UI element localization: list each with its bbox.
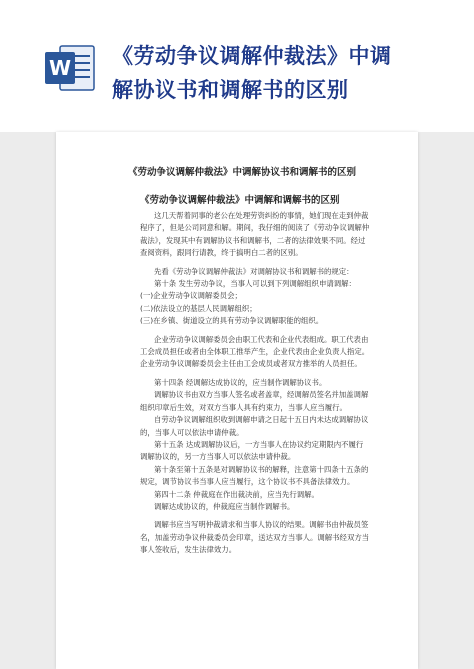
paragraph: 调解协议书由双方当事人签名或者盖章，经调解员签名并加盖调解组织印章后生效，对双方当事人具有约束力，当事人应当履行。: [140, 390, 369, 412]
paragraph: 企业劳动争议调解委员会由职工代表和企业代表组成。职工代表由工会成员担任或者由全体职工推举产生，企业代表由企业负责人指定。企业劳动争议调解委员会主任由工会成员或者双方推举的人员担任。: [140, 334, 370, 369]
word-icon-letter: W: [48, 56, 72, 80]
word-document-icon: [44, 44, 96, 92]
paragraph: 第十条 发生劳动争议，当事人可以到下列调解组织申请调解：: [154, 279, 356, 289]
header-banner: [0, 0, 474, 132]
paragraph: 自劳动争议调解组织收到调解申请之日起十五日内未达成调解协议的，当事人可以依法申请仲裁。: [140, 415, 369, 437]
paragraph: 调解书应当写明仲裁请求和当事人协议的结果。调解书由仲裁员签名，加盖劳动争议仲裁委员会印章，送达双方当事人。调解书经双方当事人签收后，发生法律效力。: [140, 520, 370, 555]
paragraph: 这几天帮着同事的老公在处理劳资纠纷的事情，她们现在走到仲裁程序了，但是公司同意和解。期间，我仔细的阅读了《劳动争议调解仲裁法》，发现其中有调解协议书和调解书，二者的法律效果不同。经过查阅资料，跟同行请教，终于搞明白二者的区别。: [140, 211, 370, 258]
paragraph: (三)在乡镇、街道设立的具有劳动争议调解职能的组织。: [140, 316, 324, 326]
document-title: 《劳动争议调解仲裁法》中调解协议书和调解书的区别: [127, 167, 356, 178]
document-subtitle: 《劳动争议调解仲裁法》中调解和调解书的区别: [140, 195, 340, 206]
page-title-line-2: 解协议书和调解书的区别: [112, 77, 349, 102]
paragraph: 调解达成协议的，仲裁庭应当制作调解书。: [154, 501, 295, 511]
document-page: [56, 132, 418, 669]
document-body: [140, 210, 370, 557]
paragraph: 第十条至第十五条是对调解协议书的解释，注意第十四条十五条的规定，调节协议书当事人应当履行，这个协议书不具备法律效力。: [140, 464, 369, 487]
paragraph: 第十四条 经调解达成协议的，应当制作调解协议书。: [154, 377, 327, 387]
page-title-line-1: 《劳动争议调解仲裁法》中调: [112, 43, 392, 68]
paragraph: (二)依法设立的基层人民调解组织；: [140, 303, 257, 313]
paragraph: (一)企业劳动争议调解委员会；: [140, 291, 242, 301]
paragraph: 第十五条 达成调解协议后，一方当事人在协议约定期限内不履行调解协议的，另一方当事人可以依法申请仲裁。: [140, 439, 364, 462]
paragraph: 第四十二条 仲裁庭在作出裁决前，应当先行调解。: [154, 489, 319, 499]
paragraph: 先看《劳动争议调解仲裁法》对调解协议书和调解书的规定：: [154, 266, 354, 276]
